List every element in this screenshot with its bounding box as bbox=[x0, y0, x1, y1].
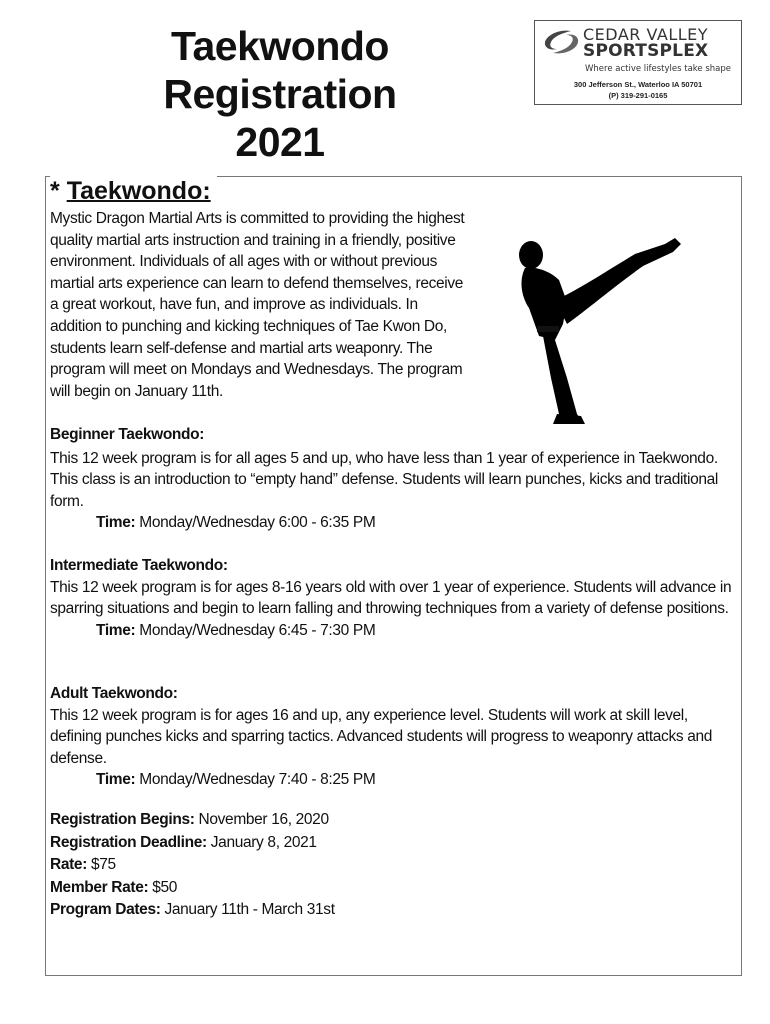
time-label: Time: bbox=[96, 514, 136, 532]
detail-label: Program Dates: bbox=[50, 901, 161, 919]
program-heading: Adult Taekwondo: bbox=[50, 685, 178, 702]
heading-star: * bbox=[50, 177, 67, 205]
detail-member-rate bbox=[50, 877, 335, 900]
logo-tagline: Where active lifestyles take shape bbox=[585, 64, 731, 74]
logo-name-line-1: CEDAR VALLEY bbox=[583, 25, 709, 44]
time-label: Time: bbox=[96, 771, 136, 789]
program-description: This 12 week program is for ages 16 and up, any experience level. Students will work at skill level, defining punches kicks and sparring tactics. Advanced students will progress to weaponry attacks and defense. bbox=[50, 706, 713, 767]
page-title bbox=[120, 22, 440, 166]
detail-value: $75 bbox=[87, 856, 116, 874]
detail-label: Rate: bbox=[50, 856, 88, 874]
detail-label: Member Rate: bbox=[50, 878, 149, 896]
heading-text: Taekwondo: bbox=[66, 177, 211, 205]
detail-label: Registration Deadline: bbox=[50, 833, 207, 851]
registration-details bbox=[50, 809, 335, 922]
detail-program-dates bbox=[50, 899, 335, 922]
program-time bbox=[50, 620, 735, 642]
program-description: This 12 week program is for all ages 5 and up, who have less than 1 year of experience in Taekwondo. This class is an introduction to “empty hand” defense. Students will learn punches, kicks and traditional form. bbox=[50, 449, 719, 510]
program-heading: Beginner Taekwondo: bbox=[50, 426, 205, 443]
program-heading: Intermediate Taekwondo: bbox=[50, 557, 228, 574]
martial-artist-silhouette bbox=[515, 228, 685, 426]
detail-registration-begins bbox=[50, 809, 335, 832]
logo-name-line-2: SPORTSPLEX bbox=[583, 41, 709, 61]
time-value: Monday/Wednesday 7:40 - 8:25 PM bbox=[135, 771, 376, 789]
section-heading bbox=[50, 176, 217, 206]
detail-registration-deadline bbox=[50, 832, 335, 855]
detail-value: November 16, 2020 bbox=[194, 811, 329, 828]
detail-value: January 11th - March 31st bbox=[160, 901, 335, 919]
sportsplex-logo-box bbox=[534, 20, 742, 105]
detail-value: January 8, 2021 bbox=[206, 833, 317, 851]
intro-paragraph: Mystic Dragon Martial Arts is committed to providing the highest quality martial arts instruction and training in a friendly, positive environment. Individuals of all ages with or without previous martial arts experience can learn to defend themselves, receive a great workout, have fun, and improve as individuals. In addition to punching and kicking techniques of Tae Kwon Do, students learn self-defense and martial arts weaponry. The program will meet on Mondays and Wednesdays. The program will begin on January 11th. bbox=[50, 210, 465, 400]
logo-address: 300 Jefferson St., Waterloo IA 50701 bbox=[573, 80, 703, 89]
program-beginner bbox=[50, 424, 735, 534]
swoosh-logo-icon bbox=[541, 27, 581, 57]
program-time bbox=[50, 769, 735, 791]
detail-rate bbox=[50, 854, 335, 877]
program-intermediate bbox=[50, 555, 735, 641]
title-line-2: Registration bbox=[163, 71, 397, 117]
program-description: This 12 week program is for ages 8-16 years old with over 1 year of experience. Students will advance in sparring situations and begin to learn falling and throwing techniques from a variety of defense positions. bbox=[50, 578, 732, 618]
detail-value: $50 bbox=[148, 878, 178, 896]
logo-phone: (P) 319-291-0165 bbox=[608, 91, 668, 100]
time-value: Monday/Wednesday 6:00 - 6:35 PM bbox=[135, 514, 376, 532]
time-label: Time: bbox=[96, 621, 136, 639]
program-adult bbox=[50, 683, 735, 791]
title-line-1: Taekwondo bbox=[171, 23, 389, 69]
detail-label: Registration Begins: bbox=[50, 811, 195, 828]
program-time bbox=[50, 512, 735, 534]
time-value: Monday/Wednesday 6:45 - 7:30 PM bbox=[135, 621, 376, 639]
title-line-3: 2021 bbox=[235, 119, 325, 165]
